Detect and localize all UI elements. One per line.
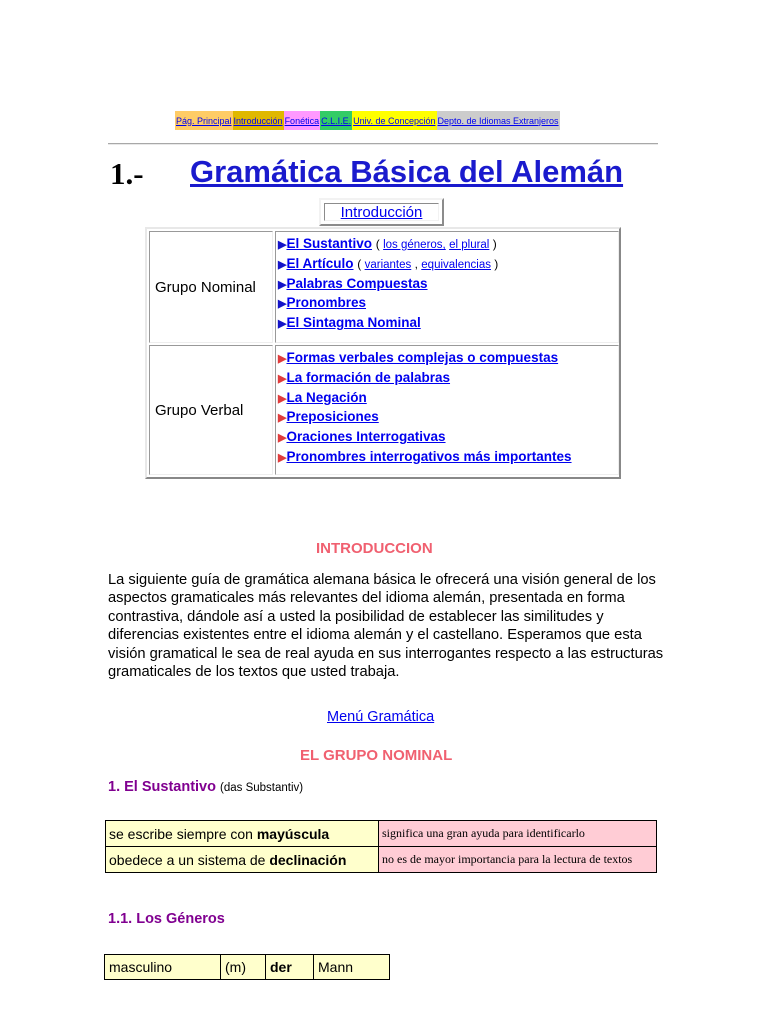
sustantivo-table <box>105 820 657 873</box>
link-palabras-compuestas[interactable]: Palabras Compuestas <box>286 275 428 291</box>
intro-paragraph: La siguiente guía de gramática alemana básica le ofrecerá una visión general de los aspectos gramaticales más relevantes del idioma alemán, presentada en forma contrastiva, dándole así a usted la posibilidad de establecer las similitudes y diferencias existentes entre el idioma alemán y el castellano. Esperamos que esta visión gramatical le sea de real ayuda en sus interrogantes respecto a las estructuras gramaticales de los textos que usted trabaja. <box>108 572 664 681</box>
grupo-verbal-list <box>275 345 619 475</box>
table-cell: der <box>266 955 314 980</box>
intro-box <box>319 198 444 226</box>
introduccion-link[interactable]: Introducción <box>340 203 423 221</box>
list-item <box>278 275 616 295</box>
link-variantes[interactable]: variantes <box>364 258 412 271</box>
grupo-verbal-label: Grupo Verbal <box>149 345 273 475</box>
list-item: ▶El Sustantivo ( los géneros, el plural ) <box>278 236 497 251</box>
triangle-bullet-icon: ▶ <box>278 392 287 405</box>
list-item <box>278 448 616 468</box>
list-item <box>278 294 616 314</box>
menu-gramatica-link[interactable]: Menú Gramática <box>327 709 435 725</box>
link-sintagma-nominal[interactable]: El Sintagma Nominal <box>286 315 421 331</box>
link-equivalencias[interactable]: equivalencias <box>421 258 491 271</box>
horizontal-rule <box>108 143 658 145</box>
grupo-nominal-list <box>275 231 619 343</box>
nav-depto-idiomas[interactable]: Depto. de Idiomas Extranjeros <box>437 111 560 130</box>
table-cell: Mann <box>314 955 390 980</box>
link-articulo[interactable]: El Artículo <box>286 255 354 271</box>
page-title-link[interactable]: Gramática Básica del Alemán <box>190 154 624 189</box>
sustantivo-heading: 1. El Sustantivo (das Substantiv) <box>108 779 304 795</box>
nav-pagina-principal[interactable]: Pág. Principal <box>175 111 233 130</box>
link-pronombres[interactable]: Pronombres <box>286 295 366 311</box>
table-row <box>106 847 657 873</box>
list-item <box>278 408 616 428</box>
link-oraciones-interrogativas[interactable]: Oraciones Interrogativas <box>286 429 446 445</box>
list-item <box>278 389 616 409</box>
triangle-bullet-icon: ▶ <box>278 412 287 425</box>
triangle-bullet-icon: ▶ <box>278 451 287 464</box>
link-generos[interactable]: los géneros, <box>383 239 446 251</box>
triangle-bullet-icon: ▶ <box>278 372 287 385</box>
triangle-bullet-icon: ▶ <box>278 239 287 251</box>
link-pronombres-interrogativos[interactable]: Pronombres interrogativos más importantes <box>286 448 572 464</box>
triangle-bullet-icon: ▶ <box>278 432 287 445</box>
nav-introduccion[interactable]: Introducción <box>233 111 284 130</box>
table-row <box>105 955 390 980</box>
sustantivo-german: (das Substantiv) <box>220 782 304 794</box>
table-cell: (m) <box>221 955 266 980</box>
link-preposiciones[interactable]: Preposiciones <box>286 409 379 425</box>
section-number: 1.- <box>110 156 144 191</box>
top-navigation <box>175 111 560 130</box>
table-cell: significa una gran ayuda para identificarlo <box>379 821 657 847</box>
nav-univ-concepcion[interactable]: Univ. de Concepción <box>352 111 436 130</box>
nav-fonetica[interactable]: Fonética <box>284 111 321 130</box>
link-formacion-palabras[interactable]: La formación de palabras <box>286 369 451 385</box>
list-item <box>278 428 616 448</box>
table-cell: masculino <box>105 955 221 980</box>
list-item <box>278 349 616 369</box>
introduccion-heading: INTRODUCCION <box>316 540 433 557</box>
grupo-nominal-label: Grupo Nominal <box>149 231 273 343</box>
triangle-bullet-icon: ▶ <box>278 318 287 331</box>
link-negacion[interactable]: La Negación <box>286 389 367 405</box>
table-cell: se escribe siempre con mayúscula <box>106 821 379 847</box>
generos-heading: 1.1. Los Géneros <box>108 911 225 927</box>
list-item: ▶El Artículo ( variantes , equivalencias ) <box>278 255 499 271</box>
list-item <box>278 369 616 389</box>
table-row <box>106 821 657 847</box>
link-sustantivo[interactable]: El Sustantivo <box>286 236 372 251</box>
triangle-bullet-icon: ▶ <box>278 278 287 291</box>
generos-table <box>104 954 390 980</box>
triangle-bullet-icon: ▶ <box>278 258 287 271</box>
grammar-index-table <box>145 227 621 479</box>
list-item <box>278 314 616 334</box>
link-formas-verbales[interactable]: Formas verbales complejas o compuestas <box>286 350 559 365</box>
table-cell: obedece a un sistema de declinación <box>106 847 379 873</box>
link-plural[interactable]: el plural <box>449 239 490 251</box>
triangle-bullet-icon: ▶ <box>278 298 287 311</box>
nav-clie[interactable]: C.L.I.E. <box>320 111 352 130</box>
grupo-nominal-heading: EL GRUPO NOMINAL <box>300 747 453 764</box>
triangle-bullet-icon: ▶ <box>278 353 287 365</box>
table-cell: no es de mayor importancia para la lectura de textos <box>379 847 657 873</box>
